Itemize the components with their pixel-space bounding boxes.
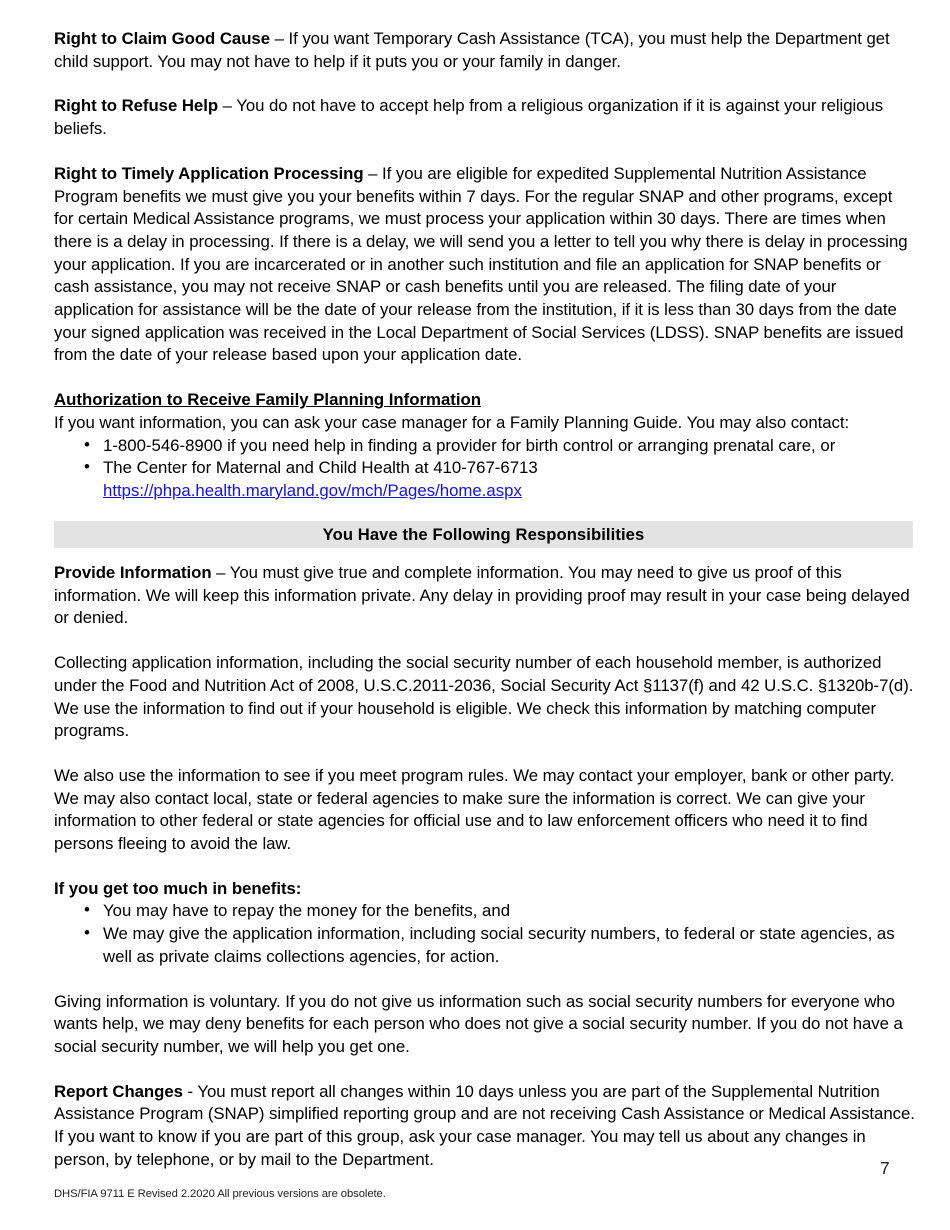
spacer [54,856,916,878]
paragraph-collecting-application-information: Collecting application information, including the social security number of each household member, is authorized under the Food and Nutrition Act of 2008, U.S.C.2011-2036, Social Security Act §1137(f) and 42 U.S.C. §1320b-7(d). We use the information to find out if your household is eligible. We check this information by matching computer programs. [54,653,914,741]
paragraph-body-text: – If you want Temporary Cash Assistance (TCA), you must help the Department get child support. You may not have to help if it puts you or your family in danger. [54,29,890,71]
heading-label: If you get too much in benefits: [54,878,302,898]
section-banner-title: You Have the Following Responsibilities [322,524,645,544]
spacer [54,1059,916,1081]
paragraph-right-to-timely-application-processing [54,163,916,367]
paragraph-giving-information-voluntary: Giving information is voluntary. If you do not give us information such as social security numbers for everyone who wants help, we may deny benefits for each person who does not give a social security number. If you do not have a social security number, we will help you get one. [54,991,903,1056]
too-much-benefits-list [54,900,916,968]
paragraph-right-to-refuse-help [54,95,916,140]
heading-if-you-get-too-much-in-benefits [54,878,916,901]
rights-and-authorization-content [54,28,916,503]
section-banner-responsibilities [54,521,913,548]
spacer [54,630,916,652]
paragraph-body-text: – You do not have to accept help from a religious organization if it is against your religious beliefs. [54,96,884,139]
list-item-text: 1-800-546-8900 if you need help in finding a provider for birth control or arranging prenatal care, or [103,435,836,455]
list-item [54,900,916,923]
footer-form-identifier: DHS/FIA 9711 E Revised 2.2020 All previous versions are obsolete. [54,1188,386,1200]
family-planning-link[interactable]: https://phpa.health.maryland.gov/mch/Pages/home.aspx [103,480,522,500]
paragraph-body-text: – You must give true and complete information. You may need to give us proof of this information. We will keep this information private. Any delay in providing proof may result in your case being delayed or denied. [54,563,910,628]
spacer [54,743,916,765]
authorization-contact-list [54,435,916,503]
paragraph-provide-information [54,562,916,630]
responsibilities-content [54,562,916,1171]
spacer [54,367,916,389]
list-item-text: We may give the application information, including social security numbers, to federal or state agencies, as well as private claims collections agencies, for action. [103,924,895,966]
list-item [54,923,916,968]
paragraph-report-changes [54,1081,916,1172]
paragraph-lead-label: Right to Claim Good Cause [54,29,270,48]
spacer [54,141,916,163]
heading-authorization-family-planning: Authorization to Receive Family Planning Information [54,390,482,410]
paragraph-lead-label: Right to Timely Application Processing [54,163,364,183]
paragraph-lead-label: Right to Refuse Help [54,96,219,116]
list-item-text: You may have to repay the money for the benefits, and [103,901,511,921]
paragraph-authorization-intro: If you want information, you can ask your case manager for a Family Planning Guide. You may also contact: [54,412,850,432]
page-number: 7 [880,1158,890,1178]
paragraph-we-also-use-information: We also use the information to see if you meet program rules. We may contact your employer, bank or other party. We may also contact local, state or federal agencies to make sure the information is correct. We can give your information to other federal or state agencies for official use and to law enforcement officers who need it to find persons fleeing to avoid the law. [54,765,895,854]
spacer [54,73,916,95]
paragraph-lead-label: Report Changes [54,1081,183,1101]
list-item-text: The Center for Maternal and Child Health at 410-767-6713 [103,458,538,478]
paragraph-body-text: - You must report all changes within 10 days unless you are part of the Supplemental Nutrition Assistance Program (SNAP) simplified reporting group and are not receiving Cash Assistance or Medical Assistance. If you want to know if you are part of this group, ask your case manager. You may tell us about any changes in person, by telephone, or by mail to the Department. [54,1081,915,1169]
spacer [54,969,916,991]
list-item [54,457,916,502]
paragraph-body-text: – If you are eligible for expedited Supplemental Nutrition Assistance Program benefits we must give you your benefits within 7 days. For the regular SNAP and other programs, except for certain Medical Assistance programs, we must process your application within 30 days. There are times when there is a delay in processing. If there is a delay, we will send you a letter to tell you why there is delay in processing your application. If you are incarcerated or in another such institution and file an application for SNAP benefits or cash assistance, you may not receive SNAP or cash benefits until you are released. The filing date of your application for assistance will be the date of your release from the institution, if it is less than 30 days from the date your signed application was received in the Local Department of Social Services (LDSS). SNAP benefits are issued from the date of your release based upon your application date. [54,163,908,365]
paragraph-right-to-claim-good-cause [54,28,916,73]
list-item [54,435,916,458]
paragraph-lead-label: Provide Information [54,563,212,582]
